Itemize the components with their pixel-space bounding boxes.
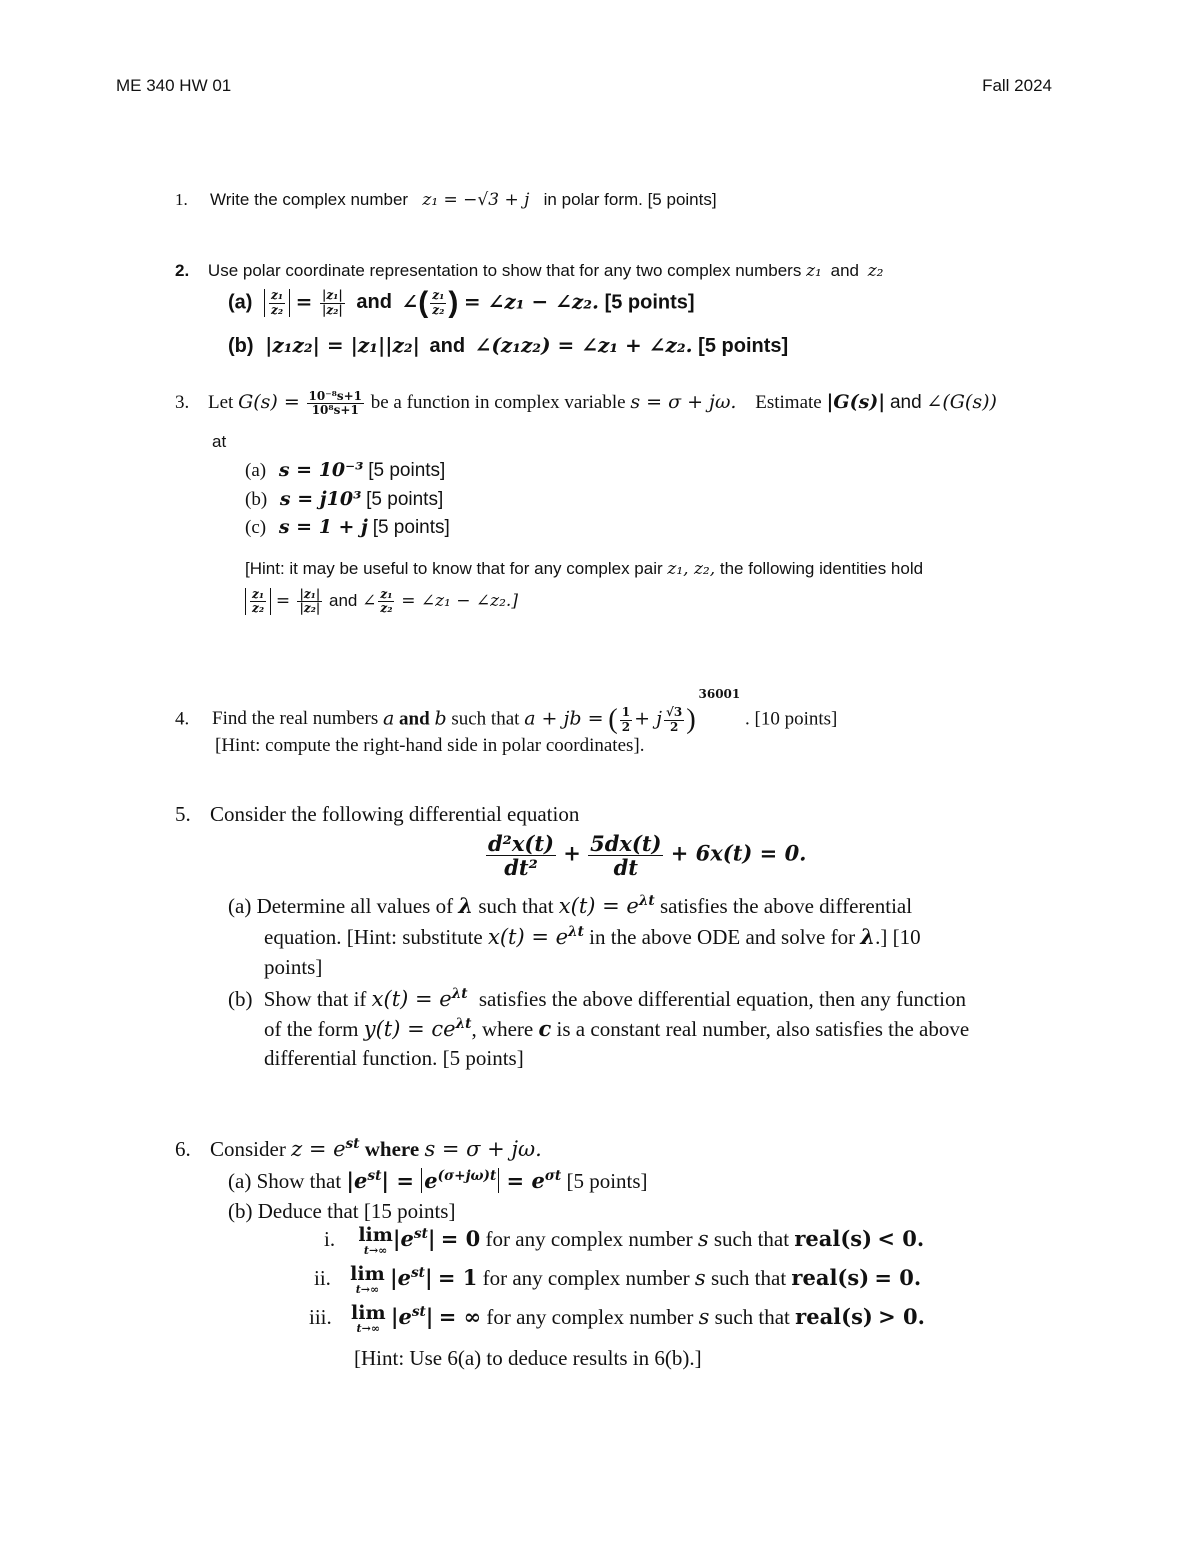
q2a-abs-quotient: $\frac{\text{z₁}}{\text{z₂}}$ <box>264 289 290 316</box>
q5-differential-equation: $\frac{\text{d²x(t)}}{\text{dt²}}$ + $\frac{5dx(t)}{dt}$ + 6x(t) = 0. <box>488 831 807 881</box>
q6-item-ii: ii. lim t→∞ $|e^{st}| = 1$ for any complex number s such that real(s) = 0. <box>314 1263 922 1297</box>
q3c-points: [5 points] <box>372 517 450 538</box>
q4-number: 4. <box>175 708 190 730</box>
q5-part-a-line1: (a) Determine all values of λ such that $x(t) = e^{\lambda t}$ satisfies the above differential <box>228 893 913 918</box>
q6-part-a: (a) Show that $|e^{st}| = e^{(\sigma+j\omega)t} = e^{\sigma t}$ [5 points] <box>228 1168 648 1193</box>
q1-number: 1. <box>175 190 188 209</box>
q5-part-a-line3: points] <box>264 955 323 979</box>
q6-item-i: i. lim t→∞ $|e^{st}| = 0$ for any complex number s such that real(s) < 0. <box>324 1224 925 1258</box>
question-1 <box>175 190 717 210</box>
q3-text: be a function in complex variable <box>370 392 626 414</box>
q5-part-b-line1: (b) Show that if $x(t) = e^{\lambda t}$ satisfies the above differential equation, then any function <box>228 986 966 1011</box>
q4-hint: [Hint: compute the right-hand side in polar coordinates]. <box>215 735 645 756</box>
q1-expression: z₁ = −√3 + j <box>422 190 530 210</box>
q4-lhs: a + jb = <box>524 707 604 730</box>
question-4: 4. Find the real numbers a and b such that a + jb = ( $\frac{1}{2}$ + j $\frac{√3}{2}$ ) $^{36001}$ . [10 points] <box>175 687 838 735</box>
q6-number: 6. <box>175 1137 191 1161</box>
q5-part-b-line2: of the form $y(t) = ce^{\lambda t}$, where c is a constant real number, also satisfies the above <box>264 1016 970 1041</box>
q3-and: and <box>889 392 922 414</box>
q6-item-iii: iii. lim t→∞ $|e^{st}|$ = ∞ for any complex number s such that real(s) > 0. <box>309 1302 925 1336</box>
q3c-value: s = 1 + j <box>278 516 368 538</box>
q3b-points: [5 points] <box>366 489 444 510</box>
q3-part-a: (a) s = 10⁻³ [5 points] <box>245 459 446 481</box>
q3-transfer-function: $\frac{\text{10⁻⁸s+1}}{\text{10⁸s+1}}$ <box>308 389 362 418</box>
q2a-points: [5 points] <box>604 291 695 314</box>
term-label: Fall 2024 <box>982 76 1052 95</box>
q2b-and: and <box>429 335 466 357</box>
q2a-label: (a) <box>228 291 253 314</box>
q2-part-b <box>228 333 788 358</box>
q3-G: G(s) = <box>238 391 300 414</box>
q2b-angle-identity: ∠(z₁z₂) = ∠z₁ + ∠z₂. <box>474 333 693 357</box>
q3-magnitude: |G(s)| <box>826 391 886 414</box>
q3-at: at <box>212 432 227 451</box>
q3-part-c: (c) s = 1 + j [5 points] <box>245 516 450 538</box>
question-2 <box>175 261 884 281</box>
q3-hint-line2: $\frac{\text{z₁}}{\text{z₂}}$ = $\frac{\text{|z₁|}}{\text{|z₂|}}$ and ∠ $\frac{\text{z₁}}{\text{z₂}}$ = ∠z₁ − ∠z₂.] <box>245 588 518 615</box>
q2b-points: [5 points] <box>698 335 789 357</box>
q2-z2: z₂ <box>867 261 884 281</box>
q2a-and: and <box>356 291 392 314</box>
q1-text: Write the complex number <box>210 190 409 209</box>
q5-number: 5. <box>175 802 191 826</box>
q5-part-b-line3: differential function. [5 points] <box>264 1046 524 1070</box>
q2b-label: (b) <box>228 335 254 357</box>
q5-part-a-line2: equation. [Hint: substitute $x(t) = e^{\lambda t}$ in the above ODE and solve for λ.] [10 <box>264 924 921 949</box>
q5-intro: Consider the following differential equation <box>210 802 580 826</box>
q3b-value: s = j10³ <box>279 488 362 510</box>
q2-text: Use polar coordinate representation to show that for any two complex numbers <box>207 261 802 280</box>
q3-part-b: (b) s = j10³ [5 points] <box>245 488 444 510</box>
question-3 <box>175 390 997 417</box>
q6-hint: [Hint: Use 6(a) to deduce results in 6(b).] <box>354 1346 702 1370</box>
q3-estimate: Estimate <box>755 392 822 414</box>
q2-part-a: (a) $\frac{\text{z₁}}{\text{z₂}}$ = $\frac{\text{|z₁|}}{\text{|z₂|}}$ and ∠( $\frac{\text{z₁}}{\text{z₂}}$ ) = ∠z₁ − ∠z₂. [5 points] <box>228 286 695 319</box>
q3-s-variable: s = σ + jω. <box>630 391 737 414</box>
q2-and: and <box>830 261 859 280</box>
q2a-quotient-of-abs: $\frac{\text{|z₁|}}{\text{|z₂|}}$ <box>321 288 343 317</box>
course-title: ME 340 HW 01 <box>116 76 232 95</box>
q6-part-b: (b) Deduce that [15 points] <box>228 1199 456 1223</box>
question-6: 6. Consider $z = e^{st}$ where s = σ + jω. <box>175 1136 542 1161</box>
q4-text: Find the real numbers <box>212 708 379 730</box>
q2-number: 2. <box>175 261 190 280</box>
q3a-value: s = 10⁻³ <box>278 459 364 481</box>
q3-angle: ∠(G(s)) <box>926 391 997 414</box>
q4-exponent: 36001 <box>698 687 741 702</box>
q3a-points: [5 points] <box>368 460 446 481</box>
q3-let: Let <box>208 392 234 414</box>
question-5 <box>175 802 579 827</box>
q1-points: in polar form. [5 points] <box>543 190 717 209</box>
q2a-identity: = ∠z₁ − ∠z₂. <box>463 289 600 314</box>
q4-points: . [10 points] <box>745 708 838 730</box>
q3-number: 3. <box>175 392 190 414</box>
q3-hint-line1: [Hint: it may be useful to know that for any complex pair z₁, z₂, the following identities hold <box>245 559 924 579</box>
q2b-magnitude-identity: |z₁z₂| = |z₁||z₂| <box>265 333 420 357</box>
q2-z1: z₁ <box>806 261 822 281</box>
